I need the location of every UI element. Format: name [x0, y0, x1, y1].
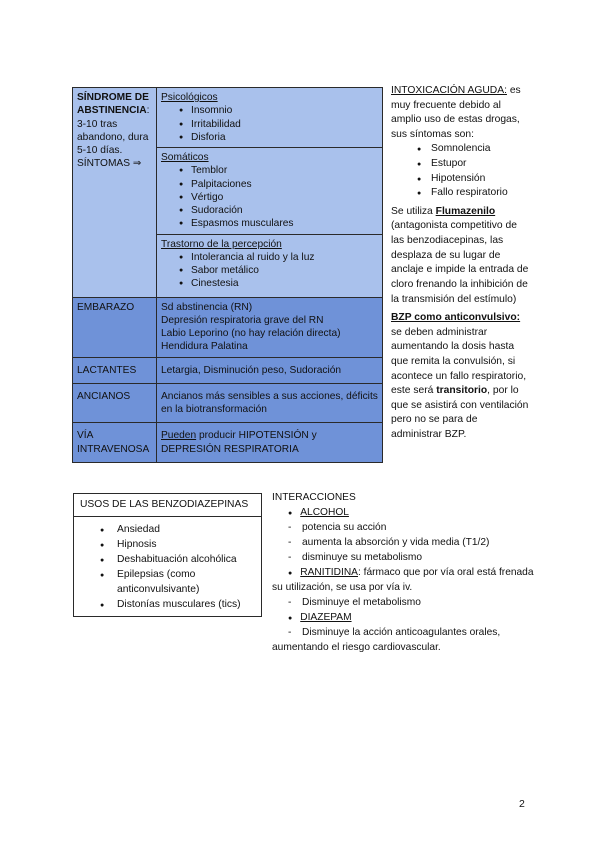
flumazenilo-term: Flumazenilo	[435, 205, 496, 217]
list-item: ● Sabor metálico	[161, 264, 378, 277]
embarazo-line: Hendidura Palatina	[161, 341, 248, 353]
embarazo-line: Sd abstinencia (RN)	[161, 301, 253, 313]
anticonvulsivo-term: BZP como anticonvulsivo:	[391, 312, 521, 324]
diazepam-text: Disminuye la acción anticoagulantes orales, aumentando el riesgo cardiovascular.	[272, 626, 501, 653]
list-item: ● Epilepsias (como anticonvulsivante)	[78, 568, 257, 598]
ranitidina-heading: RANITIDINA	[300, 566, 358, 578]
list-item: ● Distonías musculares (tics)	[78, 598, 257, 613]
via-cell	[157, 423, 383, 463]
somaticos-heading: Somáticos	[161, 152, 209, 163]
list-item: ● Deshabituación alcohólica	[78, 553, 257, 568]
alcohol-heading: ALCOHOL	[300, 506, 349, 518]
embarazo-line: Labio Leporino (no hay relación directa)	[161, 328, 341, 339]
intoxicacion-list	[391, 142, 531, 200]
via-label: VÍA INTRAVENOSA	[73, 423, 157, 463]
list-item: ● Vértigo	[161, 191, 378, 204]
abstinencia-table	[72, 87, 383, 463]
list-item: ● Somnolencia	[391, 142, 531, 157]
interacciones-heading: INTERACCIONES	[272, 492, 356, 503]
list-item: ● Hipnosis	[78, 538, 257, 553]
somaticos-cell	[157, 148, 383, 235]
intoxicacion-title: INTOXICACIÓN AGUDA:	[391, 85, 507, 96]
ancianos-label: ANCIANOS	[73, 383, 157, 423]
ranitidina-paragraph: ● RANITIDINA: fármaco que por vía oral está frenada su utilización, se usa por vía iv.	[272, 566, 534, 593]
list-item: ● Ansiedad	[78, 523, 257, 538]
ancianos-text: Ancianos más sensibles a sus acciones, déficits en la biotransformación	[157, 383, 383, 423]
intoxicacion-paragraph: INTOXICACIÓN AGUDA: es muy frecuente debido al amplio uso de estas drogas, sus síntomas son:	[391, 85, 521, 140]
list-item: ● Espasmos musculares	[161, 217, 378, 230]
embarazo-line: Depresión respiratoria grave del RN	[161, 314, 324, 326]
via-underlined: Pueden	[161, 430, 197, 442]
embarazo-label: EMBARAZO	[73, 297, 157, 357]
list-item: Disminuye el metabolismo	[302, 596, 421, 608]
interacciones-section: INTERACCIONES ● ALCOHOL - potencia su acción - aumenta la absorción y vida media (T1/2) - disminuye su metabolismo ● RANITIDINA: fármaco que por vía oral está frenada su utilización, se usa por vía iv. - Disminuye el metabolismo ● DIAZEPAM - Disminuye la acción anticoagulantes orales, aumentando el riesgo cardiovascular.	[272, 492, 534, 653]
list-item: ● Disforia	[161, 131, 378, 144]
embarazo-cell	[157, 297, 383, 357]
anticonvulsivo-paragraph: BZP como anticonvulsivo: se deben administrar aumentando la dosis hasta que remita la convulsión, si acontece un fallo respiratorio, este será transitorio, por lo que se asistirá con ventilación pero no se para de administrar BZP.	[391, 312, 529, 441]
list-item: ● Irritabilidad	[161, 118, 378, 131]
abstinencia-title: SÍNDROME DE ABSTINENCIA	[77, 92, 149, 117]
usos-heading: USOS DE LAS BENZODIAZEPINAS	[74, 494, 261, 517]
sintomas-label: SÍNTOMAS ⇒	[77, 158, 142, 170]
list-item: ● Fallo respiratorio	[391, 186, 531, 201]
list-item: ● Sudoración	[161, 204, 378, 217]
list-item: ● Cinestesia	[161, 277, 378, 290]
percepcion-heading: Trastorno de la percepción	[161, 238, 282, 250]
right-column	[391, 84, 531, 443]
list-item: aumenta la absorción y vida media (T1/2)	[302, 536, 490, 548]
list-item: ● Estupor	[391, 157, 531, 172]
psicologicos-cell	[157, 88, 383, 148]
lactantes-text: Letargia, Disminución peso, Sudoración	[157, 357, 383, 383]
list-item: ● Palpitaciones	[161, 178, 378, 191]
page-number: 2	[519, 798, 525, 810]
list-item: potencia su acción	[302, 521, 387, 533]
list-item: ● Insomnio	[161, 104, 378, 117]
psicologicos-heading: Psicológicos	[161, 92, 218, 103]
usos-box	[73, 493, 262, 617]
list-item: ● Intolerancia al ruido y la luz	[161, 251, 378, 264]
list-item: disminuye su metabolismo	[302, 551, 423, 563]
diazepam-heading: DIAZEPAM	[300, 611, 352, 623]
usos-list	[78, 523, 257, 613]
abstinencia-detail: 3-10 tras abandono, dura 5-10 días.	[77, 118, 149, 156]
abstinencia-cell: SÍNDROME DE ABSTINENCIA: 3-10 tras abandono, dura 5-10 días. SÍNTOMAS ⇒	[73, 88, 157, 298]
percepcion-cell	[157, 234, 383, 297]
flumazenilo-paragraph: Se utiliza Flumazenilo (antagonista competitivo de las benzodiacepinas, las desplaza de su lugar de anclaje e impide la entrada de cloro frenando la inhibición de la transmisión del estímulo)	[391, 205, 529, 305]
list-item: ● Temblor	[161, 164, 378, 177]
lactantes-label: LACTANTES	[73, 357, 157, 383]
via-text: producir HIPOTENSIÓN y DEPRESIÓN RESPIRATORIA	[161, 430, 317, 455]
list-item: ● Hipotensión	[391, 172, 531, 187]
